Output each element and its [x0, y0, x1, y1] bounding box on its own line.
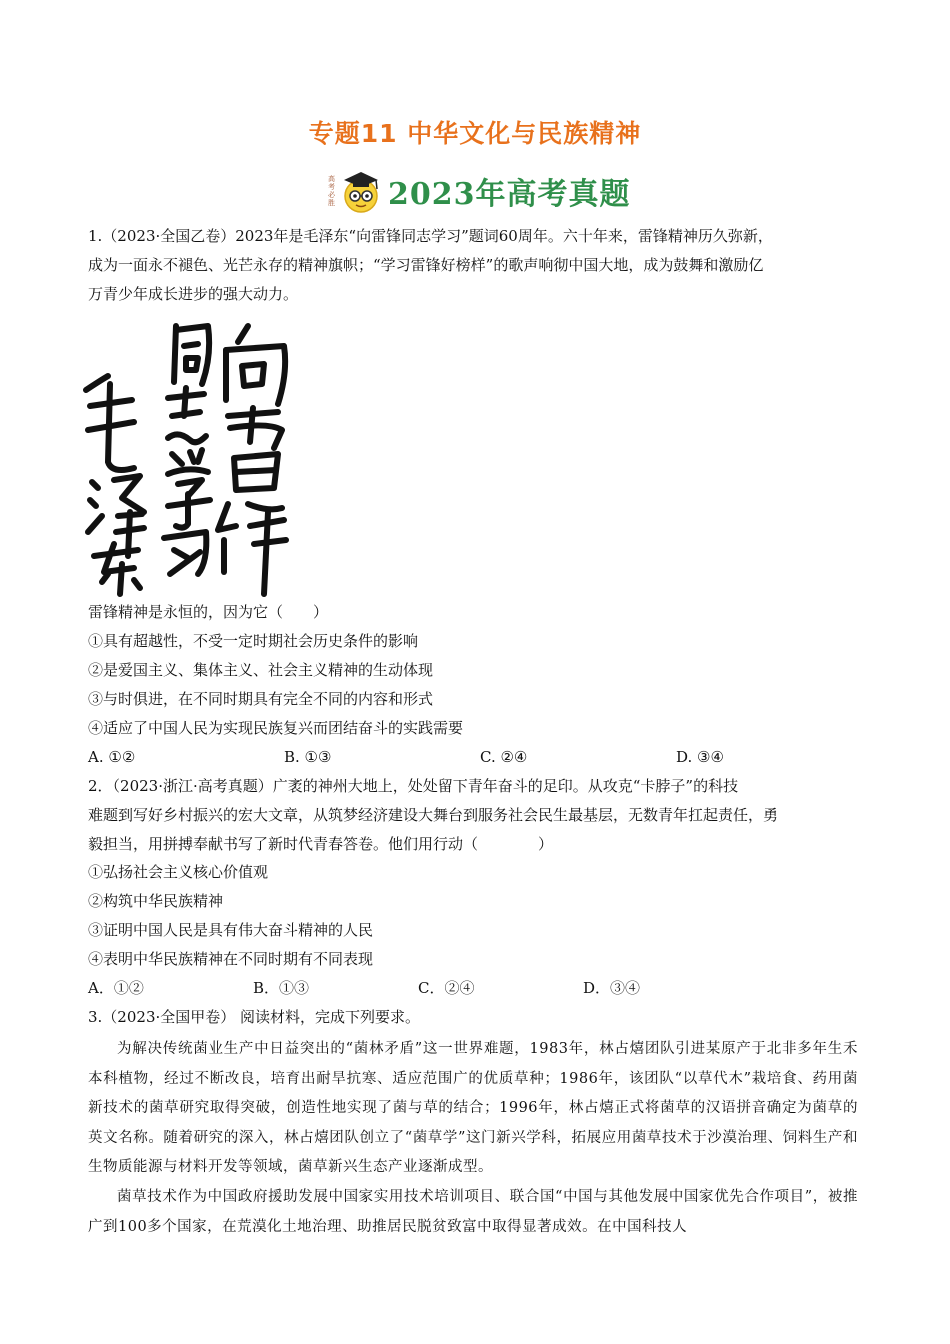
q2-option-d: D．③④ [583, 979, 641, 997]
q1-stem: 1.（2023·全国乙卷）2023年是毛泽东“向雷锋同志学习”题词60周年。六十年来，雷锋精神历久弥新， 成为一面永不褪色、光芒永存的精神旗帜；“学习雷锋好榜样”的歌声响彻中国大地，成为鼓舞和激励亿 万青少年成长进步的强大动力。 [88, 227, 773, 303]
calligraphy-image [78, 312, 298, 597]
q2-option-b: B．①③ [253, 979, 310, 997]
q2-option-c: C．②④ [418, 979, 475, 997]
q3-material-paragraph: 为解决传统菌业生产中日益突出的“菌林矛盾”这一世界难题，1983年，林占熺团队引进某原产于北非多年生禾本科植物，经过不断改良，培育出耐旱抗寒、适应范围广的优质草种；1986年，该团队“以草代木”栽培食、药用菌新技术的菌草研究取得突破，创造性地实现了菌与草的结合；1996年，林占熺正式将菌草的汉语拼音确定为菌草的英文名称。随着研究的深入，林占熺团队创立了“菌草学”这门新兴学科，拓展应用菌草技术于沙漠治理、饲料生产和生物质能源与材料开发等领域，菌草新兴生态产业逐渐成型。 [88, 1041, 858, 1175]
badge-text: 高 考 必 胜 [328, 175, 335, 207]
q1-item: ①具有超越性，不受一定时期社会历史条件的影响 [88, 632, 419, 650]
q1-option-b: B. ①③ [284, 748, 332, 766]
q2-item: ④表明中华民族精神在不同时期有不同表现 [88, 950, 374, 968]
q2-options [88, 974, 640, 1003]
q2-option-a: A．①② [88, 979, 144, 997]
q2-item: ①弘扬社会主义核心价值观 [88, 863, 269, 881]
q3-material-paragraph: 菌草技术作为中国政府援助发展中国家实用技术培训项目、联合国“中国与其他发展中国家优先合作项目”，被推广到100多个国家，在荒漠化土地治理、助推居民脱贫致富中取得显著成效。在中国科技人 [88, 1189, 858, 1235]
q1-option-a: A. ①② [88, 748, 136, 766]
q2-item: ②构筑中华民族精神 [88, 892, 224, 910]
q1-question: 雷锋精神是永恒的，因为它（ ） [88, 603, 329, 621]
banner-title: 2023年高考真题 [388, 177, 631, 212]
q2-stem: 2．（2023·浙江·高考真题）广袤的神州大地上，处处留下青年奋斗的足印。从攻克“卡脖子”的科技 难题到写好乡村振兴的宏大文章，从筑梦经济建设大舞台到服务社会民生最基层，无数青年扛起责任，勇 毅担当，用拼搏奉献书写了新时代青春答卷。他们用行动（ ） [88, 777, 779, 853]
page-title: 专题11 中华文化与民族精神 [308, 119, 642, 148]
section-banner [328, 166, 631, 216]
q1-item: ③与时俱进，在不同时期具有完全不同的内容和形式 [88, 690, 434, 708]
q1-option-c: C. ②④ [480, 748, 528, 766]
q2-item: ③证明中国人民是具有伟大奋斗精神的人民 [88, 921, 374, 939]
q1-item: ②是爱国主义、集体主义、社会主义精神的生动体现 [88, 661, 434, 679]
q1-item: ④适应了中国人民为实现民族复兴而团结奋斗的实践需要 [88, 719, 464, 737]
graduate-mascot-icon [338, 168, 384, 214]
q3-stem: 3.（2023·全国甲卷） 阅读材料，完成下列要求。 [88, 1008, 421, 1026]
q1-options [88, 743, 724, 772]
q1-option-d: D. ③④ [676, 748, 724, 766]
